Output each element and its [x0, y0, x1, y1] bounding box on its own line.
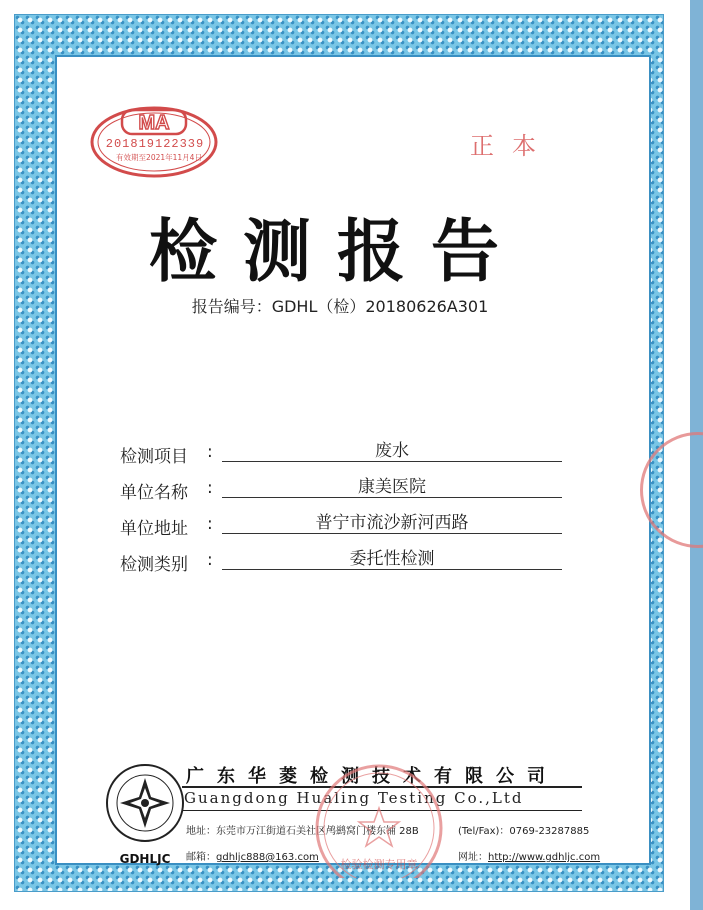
company-name-cn: 广东华菱检测技术有限公司 [186, 766, 558, 787]
cma-code: 201819122339 [105, 137, 205, 151]
field-colon: : [207, 478, 213, 498]
field-underline [222, 533, 562, 534]
email-link[interactable]: gdhljc888@163.com [216, 852, 319, 863]
field-value: 康美医院 [358, 477, 426, 497]
field-value: 委托性检测 [349, 549, 435, 569]
field-colon: : [207, 550, 213, 570]
field-colon: : [207, 442, 213, 462]
field-underline [222, 569, 562, 570]
email-label: 邮箱： [186, 852, 216, 863]
company-email-row [186, 848, 319, 863]
company-tel: (Tel/Fax)：0769-23287885 [458, 826, 590, 837]
field-label: 检测类别 [120, 555, 188, 575]
web-link[interactable]: http://www.gdhljc.com [488, 852, 601, 863]
field-underline [222, 497, 562, 498]
cma-validity: 有效期至2021年11月4日 [116, 153, 202, 162]
logo-caption: GDHLJC [119, 852, 171, 866]
field-label: 单位地址 [120, 519, 188, 539]
field-value: 普宁市流沙新河西路 [315, 513, 469, 533]
company-name-en: Guangdong Hualing Testing Co.,Ltd [184, 789, 524, 807]
seal-text: 检验检测专用章 [340, 858, 418, 871]
field-value: 废水 [375, 441, 409, 461]
field-label: 单位名称 [120, 483, 188, 503]
company-address: 地址：东莞市万江街道石美社区鸬鹚窝门楼东铺 28B [186, 826, 419, 837]
company-web-row [458, 848, 600, 863]
report-number: 报告编号：GDHL（检）20180626A301 [191, 297, 489, 316]
field-label: 检测项目 [120, 447, 188, 467]
page-title: 检测报告 [148, 212, 525, 292]
web-label: 网址： [458, 852, 488, 863]
company-seal [304, 758, 454, 878]
company-logo [104, 762, 186, 844]
field-colon: : [207, 514, 213, 534]
field-underline [222, 461, 562, 462]
original-copy-mark: 正本 [470, 132, 554, 160]
cma-mark: MA [138, 112, 170, 134]
